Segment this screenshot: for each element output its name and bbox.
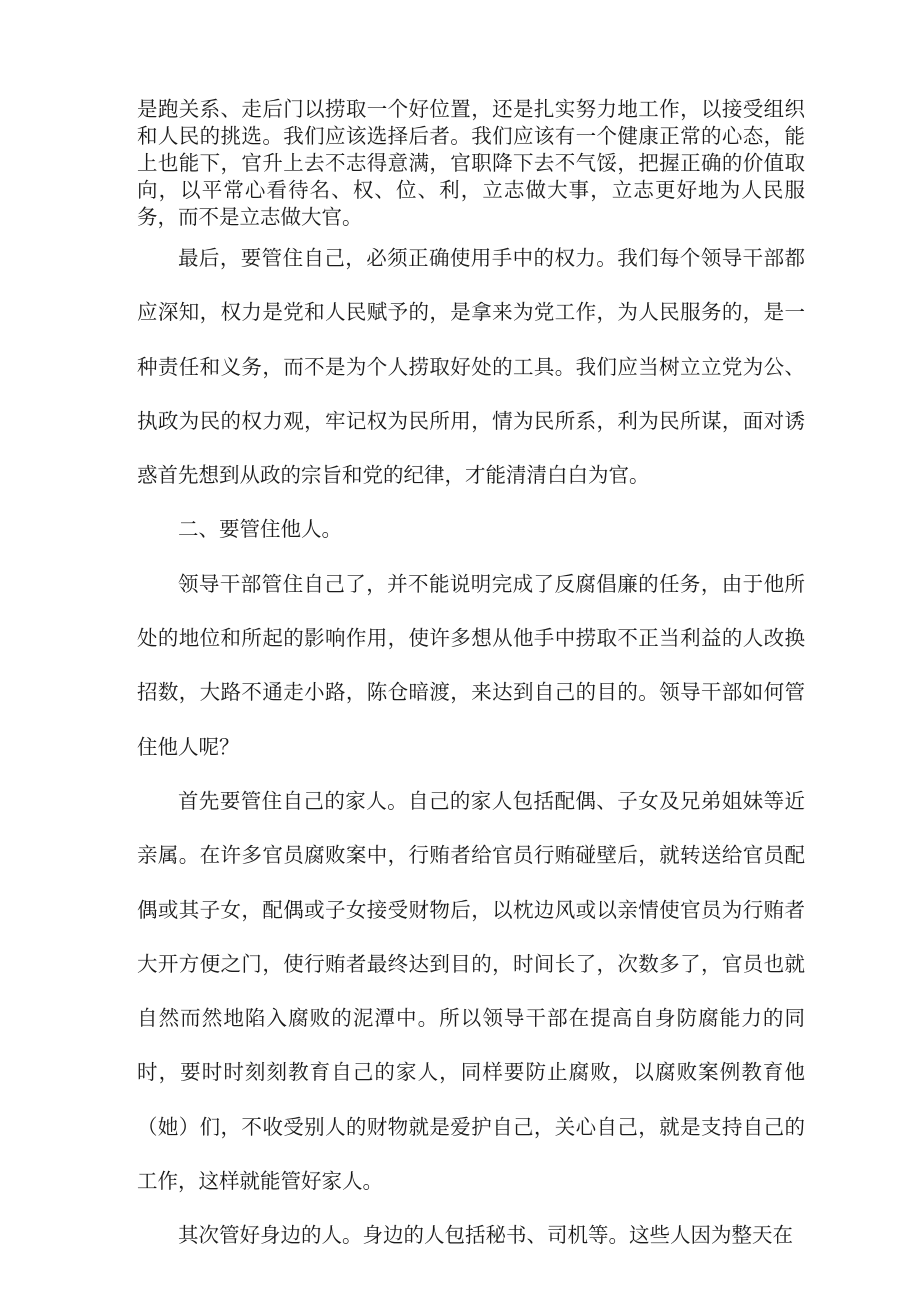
paragraph-top: 是跑关系、走后门以捞取一个好位置，还是扎实努力地工作，以接受组织和人民的挑选。我们应该选择后者。我们应该有一个健康正常的心态，能上也能下，官升上去不志得意满，官职降下去不气馁，把握正确的价值取向，以平常心看待名、权、位、利，立志做大事，立志更好地为人民服务，而不是立志做大官。 [137,97,805,229]
section-heading: 二、要管住他人。 [178,517,342,542]
paragraph-close-staff: 其次管好身边的人。身边的人包括秘书、司机等。这些人因为整天在 [178,1223,793,1248]
paragraph-manage-others: 领导干部管住自己了，并不能说明完成了反腐倡廉的任务，由于他所处的地位和所起的影响作用，使许多想从他手中捞取不正当利益的人改换招数，大路不通走小路，陈仓暗渡，来达到自己的目的。领导干部如何管住他人呢？ [137,571,805,759]
paragraph-power: 最后，要管住自己，必须正确使用手中的权力。我们每个领导干部都应深知，权力是党和人民赋予的，是拿来为党工作，为人民服务的，是一种责任和义务，而不是为个人捞取好处的工具。我们应当树立立党为公、执政为民的权力观，牢记权为民所用，情为民所系，利为民所谋，面对诱惑首先想到从政的宗旨和党的纪律，才能清清白白为官。 [137,246,805,488]
paragraph-family: 首先要管住自己的家人。自己的家人包括配偶、子女及兄弟姐妹等近亲属。在许多官员腐败案中，行贿者给官员行贿碰壁后，就转送给官员配偶或其子女，配偶或子女接受财物后，以枕边风或以亲情使官员为行贿者大开方便之门，使行贿者最终达到目的，时间长了，次数多了，官员也就自然而然地陷入腐败的泥潭中。所以领导干部在提高自身防腐能力的同时，要时时刻刻教育自己的家人，同样要防止腐败，以腐败案例教育他（她）们，不收受别人的财物就是爱护自己，关心自己，就是支持自己的工作，这样就能管好家人。 [137,788,805,1194]
document-body [137,231,805,1263]
